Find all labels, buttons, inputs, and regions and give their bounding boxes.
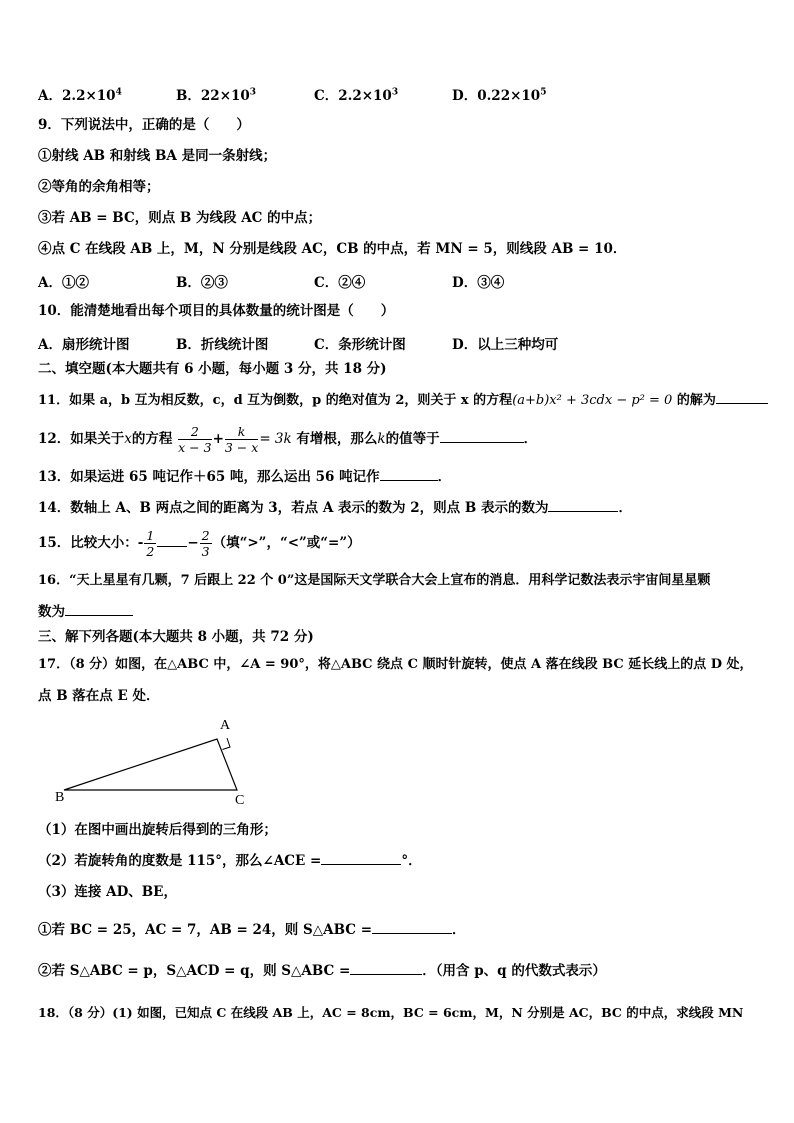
q16-line-1: 16．“天上星星有几颗，7 后跟上 22 个 0”这是国际天文学联合大会上宣布的消息．用科学记数法表示宇宙间星星颗 — [38, 573, 711, 588]
q9-option-b: B．②③ — [176, 275, 228, 291]
q10-option-b: B．折线统计图 — [176, 337, 269, 353]
q15-fraction-2: $\frac{2}{3}$ — [201, 528, 210, 559]
label-a: A — [220, 718, 231, 733]
q13-answer-blank — [380, 468, 438, 481]
q17-part-5-blank — [350, 962, 422, 975]
q12-fraction-2: $\frac{k}{3 - x}$ — [224, 424, 259, 455]
q10-stem: 10．能清楚地看出每个项目的具体数量的统计图是（ ） — [38, 303, 395, 319]
q10-option-a: A．扇形统计图 — [38, 337, 130, 353]
q10-option-c: C．条形统计图 — [314, 337, 406, 353]
q9-option-c: C．②④ — [314, 275, 366, 291]
q17-line-1: 17．（8 分）如图，在△ABC 中，∠A = 90°，将△ABC 绕点 C 顺时针旋转，使点 A 落在线段 BC 延长线上的点 D 处， — [38, 657, 753, 672]
q9-statement-2: ②等角的余角相等； — [38, 179, 160, 195]
q9-option-d: D．③④ — [452, 275, 505, 291]
section-2-heading: 二、填空题(本大题共有 6 小题，每小题 3 分，共 18 分) — [38, 361, 387, 377]
q17-part-2: （2）若旋转角的度数是 115°，那么∠ACE = °． — [38, 853, 422, 869]
q11: 11．如果 a，b 互为相反数，c，d 互为倒数，p 的绝对值为 2，则关于 x 的方程(a+b)x² + 3cdx − p² = 0 的解为 — [38, 391, 768, 410]
q17-part-1: （1）在图中画出旋转后得到的三角形； — [38, 822, 277, 838]
q15: 15．比较大小：- $\frac{1}{2}$ − $\frac{2}{3}$ （填“>”，“<”或“=”） — [38, 528, 361, 559]
q12-fraction-1: $\frac{2}{x - 3}$ — [178, 424, 212, 455]
triangle-abc — [64, 739, 237, 790]
q8-option-d: D．$0.22\times 10^5$ — [452, 87, 547, 104]
q18-line-1: 18．（8 分）(1) 如图，已知点 C 在线段 AB 上，AC = 8cm，BC = 6cm，M，N 分别是 AC，BC 的中点，求线段 MN — [38, 1005, 744, 1020]
q9-statement-3: ③若 AB = BC，则点 B 为线段 AC 的中点； — [38, 210, 322, 226]
q13: 13．如果运进 65 吨记作＋65 吨，那么运出 56 吨记作 ． — [38, 469, 452, 485]
label-c: C — [235, 793, 245, 807]
q9-option-a: A．①② — [38, 275, 89, 291]
q8-option-b: B．$22\times 10^3$ — [176, 87, 257, 104]
q11-answer-blank — [716, 391, 768, 404]
right-angle-marker — [223, 738, 231, 750]
q9-statement-4: ④点 C 在线段 AB 上，M，N 分别是线段 AC，CB 的中点，若 MN = 5，则线段 AB = 10． — [38, 241, 627, 257]
q10-option-d: D．以上三种均可 — [452, 337, 559, 353]
q15-fraction-1: $\frac{1}{2}$ — [146, 528, 155, 559]
q14: 14．数轴上 A、B 两点之间的距离为 3，若点 A 表示的数为 2，则点 B 表示的数为 ． — [38, 500, 632, 516]
q16-answer-blank — [65, 603, 133, 616]
q14-answer-blank — [548, 499, 618, 512]
q9-stem: 9．下列说法中，正确的是（ ） — [38, 117, 250, 133]
q17-part-3: （3）连接 AD、BE， — [38, 884, 177, 900]
q12: 12．如果关于x的方程 $\frac{2}{x - 3}$ + $\frac{k}{3 - x}$ = 3k 有增根，那么k的值等于 ． — [38, 424, 538, 455]
q17-part-2-blank — [321, 852, 401, 865]
label-b: B — [55, 790, 65, 805]
q15-answer-blank — [157, 534, 187, 547]
q9-statement-1: ①射线 AB 和射线 BA 是同一条射线； — [38, 148, 277, 164]
q17-part-4-blank — [372, 921, 452, 934]
q17-line-2: 点 B 落在点 E 处． — [38, 688, 160, 704]
q16-line-2: 数为 — [38, 603, 133, 621]
q17-part-5: ②若 S△ABC = p，S△ACD = q，则 S△ABC = ．（用含 p、q 的代数式表示） — [38, 963, 606, 979]
q17-triangle-figure — [50, 712, 260, 807]
q8-option-a: A．$2.2\times 10^4$ — [38, 87, 122, 104]
q8-option-c: C．$2.2\times 10^3$ — [314, 87, 399, 104]
q12-answer-blank — [440, 430, 524, 443]
section-3-heading: 三、解下列各题(本大题共 8 小题，共 72 分) — [38, 629, 314, 645]
q17-part-4: ①若 BC = 25，AC = 7，AB = 24，则 S△ABC = ． — [38, 922, 466, 938]
